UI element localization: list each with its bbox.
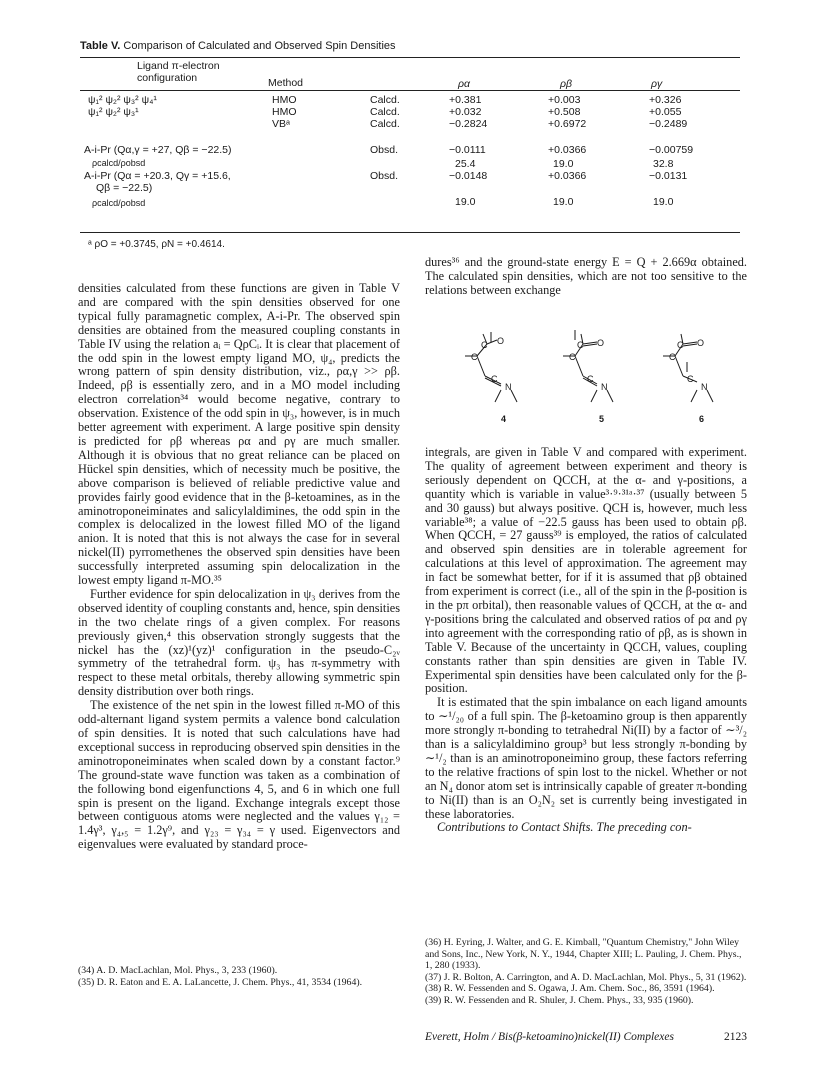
svg-text:C: C: [569, 352, 576, 362]
table-top-rule: [80, 57, 740, 58]
running-footer: [425, 1031, 747, 1043]
table-cell: A-i-Pr (Qα = +20.3, Qγ = +15.6,: [84, 170, 231, 182]
footnote: (39) R. W. Fessenden and R. Shuler, J. Chem. Phys., 33, 935 (1960).: [425, 994, 694, 1006]
table-cell: 32.8: [653, 158, 674, 170]
svg-text:C: C: [677, 340, 684, 350]
structure-label: 6: [699, 414, 705, 424]
table-cell: HMO: [272, 94, 297, 106]
table-cell: ρcalcd/ρobsd: [92, 198, 146, 208]
table-cell: 19.0: [455, 196, 476, 208]
table-cell: ψ₁² ψ₂² ψ₃¹: [88, 106, 139, 118]
paragraph: Further evidence for spin delocalization in ψ₃ derives from the observed identity of coupling constants and, hence, spin densities in the two chelate rings of a given complex. For reasons previously given,⁴ this observation strongly suggests that the nickel has the (xz)¹(yz)¹ configuration in the pseudo-C₂ᵥ symmetry of the tetrahedral form. ψ₃ has π-symmetry with respect to these metal orbitals, thereby allowing symmetric spin density distribution over both rings.: [78, 586, 400, 699]
table-cell: +0.508: [548, 106, 581, 118]
header-config-line1: Ligand π-electron: [137, 60, 220, 72]
table-cell: +0.055: [649, 106, 682, 118]
svg-text:O: O: [597, 338, 605, 348]
header-config-line2: configuration: [137, 72, 198, 84]
table-cell: Calcd.: [370, 94, 400, 106]
right-column-top: [425, 256, 747, 298]
svg-text:C: C: [577, 340, 584, 350]
svg-text:N: N: [601, 382, 608, 392]
table-bottom-rule: [80, 232, 740, 233]
footnote: (38) R. W. Fessenden and S. Ogawa, J. Am. Chem. Soc., 86, 3591 (1964).: [425, 983, 715, 994]
table-cell: 19.0: [553, 196, 574, 208]
footnote: (34) A. D. MacLachlan, Mol. Phys., 3, 233 (1960).: [78, 965, 278, 976]
table-header-rule: [80, 90, 740, 91]
svg-text:N: N: [505, 382, 512, 392]
svg-text:C: C: [491, 374, 498, 384]
table-title: Comparison of Calculated and Observed Spin Densities: [123, 40, 396, 52]
table-cell: Qβ = −22.5): [96, 182, 153, 194]
table-cell: 19.0: [553, 158, 574, 170]
table-cell: −0.00759: [649, 144, 694, 156]
table-cell: HMO: [272, 106, 297, 118]
header-rho-alpha: ρα: [458, 78, 471, 90]
table-cell: Calcd.: [370, 118, 400, 130]
header-rho-gamma: ργ: [651, 78, 663, 90]
header-method: Method: [268, 77, 304, 89]
table-cell: Obsd.: [370, 144, 399, 156]
table-cell: −0.0148: [449, 170, 488, 182]
paragraph: integrals, are given in Table V and compared with experiment. The quality of agreement between experiment and theory is seriously dependent on QCCH, at the α- and γ-positions, a quantity which is variable in value³·⁹·³¹ᵃ·³⁷ (usually between 5 and 30 gauss) but always positive. QCH is, however, much less variable³⁸; a value of −22.5 gauss has been used to obtain ρβ. When QCCH, = 27 gauss³⁹ is employed, the ratios of calculated and observed spin densities are in tolerable agreement for calculations at this level of approximation. The agreement may in fact be somewhat better, for if it is assumed that ρβ obtained from experiment is correct (i.e., all of the spin in the β-position is in the pπ orbital), then reasonable values of QCCH, at the α- and γ-positions bring the calculated and observed ratios of ρα and ργ into agreement with the corresponding ratio of ρβ, as is shown in Table V. Because of the uncertainty in QCCH, values, coupling constants rather than spin densities are given in Table IV. Experimental spin densities have been calculated only for the β-position.: [425, 445, 747, 696]
table-cell: +0.326: [649, 94, 682, 106]
bond-eigenfunction-structures: [425, 326, 747, 446]
svg-text:N: N: [701, 382, 708, 392]
table-cell: −0.2489: [649, 118, 688, 130]
svg-text:C: C: [687, 374, 694, 384]
right-column: [425, 446, 747, 835]
paragraph: The existence of the net spin in the lowest filled π-MO of this odd-alternant ligand system permits a valence bond calculation of spin densities. It is noted that such calculations have had exceptional success in reproducing observed spin densities in the aminotroponeiminates when scaled down by a constant factor.⁹ The ground-state wave function was taken as a combination of the following bond eigenfunctions 4, 5, and 6 in which one full spin is present on the ligand. Exchange integrals except those between contiguous atoms were neglected and the values γ₁₂ = 1.4γ³, γ₄,₅ = 1.2γ⁹, and γ₂₃ = γ₃₄ = γ used. Eigenvectors and eigenvalues were evaluated by standard proce-: [78, 698, 400, 852]
footnotes-right: [425, 937, 747, 1006]
left-column: [78, 282, 400, 852]
table-cell: −0.0111: [449, 144, 486, 156]
svg-text:C: C: [471, 352, 478, 362]
paragraph: Contributions to Contact Shifts. The preceding con-: [437, 820, 692, 835]
footnote: (35) D. R. Eaton and E. A. LaLancette, J. Chem. Phys., 41, 3534 (1964).: [78, 976, 363, 988]
table-cell: +0.003: [548, 94, 581, 106]
structure-label: 4: [501, 414, 507, 424]
running-title: Everett, Holm / Bis(β-ketoamino)nickel(II) Complexes: [425, 1031, 674, 1043]
table-cell: +0.032: [449, 106, 482, 118]
table-cell: ρcalcd/ρobsd: [92, 158, 146, 168]
header-rho-beta: ρβ: [560, 78, 573, 90]
paragraph: It is estimated that the spin imbalance on each ligand amounts to ∼¹/₂₀ of a full spin. The β-ketoamino group is then apparently more strongly π-bonding to tetrahedral Ni(II) by a factor of ∼³/₂ than is a salicylaldimino group³ but less strongly π-bonding by ∼¹/₂ than is an aminotroponeimino group, these factors referring to the relative fractions of spin lost to the nickel. Whether or not an N₄ donor atom set is intrinsically capable of greater π-bonding to Ni(II) than is an O₂N₂ set is currently being investigated in these laboratories.: [425, 695, 747, 821]
table-cell: Calcd.: [370, 106, 400, 118]
table-cell: −0.0131: [649, 170, 688, 182]
svg-text:C: C: [587, 374, 594, 384]
table-cell: VBᵃ: [272, 118, 290, 130]
table-cell: +0.0366: [548, 170, 587, 182]
footnote: (37) J. R. Bolton, A. Carrington, and A. D. MacLachlan, Mol. Phys., 5, 31 (1962).: [425, 971, 747, 983]
table-cell: ψ₁² ψ₂² ψ₃² ψ₄¹: [88, 94, 157, 106]
table-cell: Obsd.: [370, 170, 399, 182]
table-cell: 25.4: [455, 158, 476, 170]
table-cell: +0.0366: [548, 144, 587, 156]
table-footnote: ᵃ ρO = +0.3745, ρN = +0.4614.: [88, 239, 225, 250]
paragraph: densities calculated from these functions are given in Table V and are compared with the spin densities observed for one typical fully paramagnetic complex, A-i-Pr. The observed spin densities are obtained from the measured coupling constants in Table IV using the relation aᵢ = QρCᵢ. It is clear that placement of the odd spin in the lowest empty ligand MO, ψ₄, predicts the wrong pattern of spin density distribution, viz., ρα,γ >> ρβ. Indeed, ρβ is essentially zero, and in a MO model including electron correlation³⁴ would become negative, contrary to observation. Existence of the odd spin in ψ₃, however, is in much better agreement with experiment. A large positive spin density is predicted for ρβ whereas ρα and ργ are much smaller. Although it is obvious that no great reliance can be placed on Hückel spin densities, which of necessity much be positive, the above comparison is believed of reliable predictive value and provides fairly good evidence that in the β-ketoamines, as in the aminotroponeiminates and salicylaldimines, the odd spin in the complex is delocalized in the lowest filled MO of the ligand anion. It is noted that this is not always the case for in several nickel(II) pyrromethenes the observed spin densities have been successfully interpreted assuming spin delocalization in the lowest empty ligand π-MO.³⁵: [78, 281, 400, 588]
structure-label: 5: [599, 414, 605, 424]
table-cell: +0.6972: [548, 118, 587, 130]
table-caption: [80, 40, 396, 52]
paragraph: dures³⁶ and the ground-state energy E = Q + 2.669α obtained. The calculated spin densities, which are not too sensitive to the relations between exchange: [425, 255, 747, 297]
table-cell: A-i-Pr (Qα,γ = +27, Qβ = −22.5): [84, 144, 232, 156]
page-number: 2123: [724, 1031, 747, 1043]
svg-text:C: C: [669, 352, 676, 362]
table-label: Table V.: [80, 40, 121, 52]
table-cell: 19.0: [653, 196, 674, 208]
footnote: (36) H. Eyring, J. Walter, and G. E. Kimball, "Quantum Chemistry," John Wiley and Sons, Inc., New York, N. Y., 1944, Chapter XIII; L. Pauling, J. Chem. Phys., 1, 280 (1933).: [425, 937, 742, 971]
svg-text:O: O: [697, 338, 705, 348]
table-cell: +0.381: [449, 94, 482, 106]
svg-text:O: O: [497, 336, 505, 346]
table-cell: −0.2824: [449, 118, 488, 130]
footnotes-left: [78, 965, 400, 988]
svg-text:C: C: [481, 340, 488, 350]
